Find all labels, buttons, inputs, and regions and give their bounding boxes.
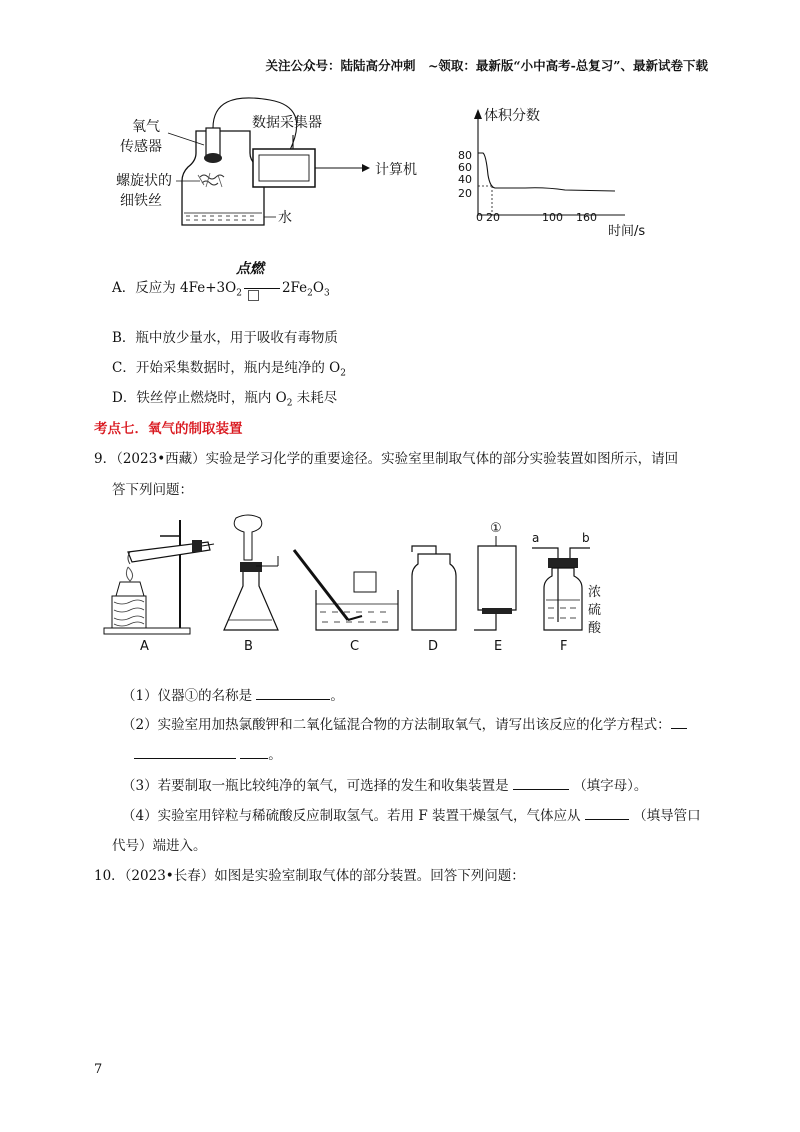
graph-xtick-160: 160 <box>576 211 597 224</box>
option-d-suffix: 未耗尽 <box>292 390 338 406</box>
q9-sub4 <box>122 804 701 824</box>
option-a: A．反应为 $4Fe+3O_2$ $2Fe_2O_3$ <box>112 280 330 299</box>
condition-ignite: 点燃 <box>236 261 264 277</box>
option-a-sub2: 2 <box>307 288 313 299</box>
q10-stem: 10．（2023•长春）如图是实验室制取气体的部分装置。回答下列问题： <box>94 868 525 884</box>
reaction-line <box>244 288 280 289</box>
q9-sub1-text: （1）仪器①的名称是 <box>122 688 253 704</box>
q9-stem-line1: 9．（2023•西藏）实验是学习化学的重要途径。实验室里制取气体的部分实验装置如图所示，请回 <box>94 451 679 467</box>
f-tube-b: b <box>582 531 590 545</box>
graph-xtick-100: 100 <box>542 211 563 224</box>
option-d-text: D．铁丝停止燃烧时，瓶内 O <box>112 390 287 406</box>
option-c-sub: 2 <box>340 368 346 379</box>
q9-sub1 <box>122 684 344 704</box>
q9-sub2-line2 <box>134 743 282 763</box>
answer-blank-2a[interactable] <box>671 716 687 729</box>
option-a-sub3: 3 <box>323 288 330 299</box>
answer-blank-2c[interactable] <box>240 746 268 759</box>
label-b: B <box>244 639 253 654</box>
label-a: A <box>140 639 149 654</box>
q9-sub4-line2: 代号）端进入。 <box>112 838 207 854</box>
q9-sub3 <box>122 774 647 794</box>
label-e: E <box>494 639 503 654</box>
f-tube-a: a <box>532 531 540 545</box>
apparatus-f <box>532 531 602 654</box>
q9-sub3-text: （3）若要制取一瓶比较纯净的氧气，可选择的发生和收集装置是 <box>122 778 509 794</box>
q9-sub4-text: （4）实验室用锌粒与稀硫酸反应制取氢气。若用 F 装置干燥氢气，气体应从 <box>122 808 581 824</box>
computer-label: 计算机 <box>375 162 417 178</box>
graph-xtick-0: 0 <box>476 211 483 224</box>
option-d-sub: 2 <box>286 398 293 409</box>
option-b: B．瓶中放少量水，用于吸收有毒物质 <box>112 330 338 346</box>
graph-xtick-20: 20 <box>486 211 500 224</box>
iron-combustion-figure <box>100 95 660 240</box>
apparatus-c <box>294 550 398 654</box>
placeholder-box <box>248 290 259 301</box>
gas-bottle <box>182 131 264 225</box>
option-a-sub: 2 <box>236 288 242 299</box>
graph-y-label: 体积分数 <box>484 108 540 124</box>
instrument-mark: ① <box>490 521 502 536</box>
volume-fraction-graph <box>458 107 645 239</box>
q9-sub4-end: （填导管口 <box>633 808 701 824</box>
q9-sub2-text: （2）实验室用加热氯酸钾和二氧化锰混合物的方法制取氧气，请写出该反应的化学方程式： <box>122 717 671 733</box>
page-number: 7 <box>94 1062 103 1077</box>
graph-curve <box>478 153 615 191</box>
answer-blank-2b[interactable] <box>134 746 236 759</box>
option-a-prefix: A．反应为 4Fe+3O <box>112 280 237 296</box>
apparatus-d <box>412 546 456 654</box>
label-c: C <box>350 639 360 654</box>
oxygen-sensor-label-2: 传感器 <box>120 139 162 155</box>
answer-blank-3[interactable] <box>513 777 569 790</box>
apparatus-b <box>224 515 278 654</box>
graph-ytick-40: 40 <box>458 173 472 186</box>
graph-ytick-80: 80 <box>458 149 472 162</box>
answer-blank-4[interactable] <box>585 807 629 820</box>
q9-stem-line2: 答下列问题： <box>112 482 193 498</box>
f-liquid-1: 浓 <box>588 585 602 600</box>
graph-ytick-60: 60 <box>458 161 472 174</box>
option-c <box>112 356 346 379</box>
graph-x-label: 时间/s <box>608 224 646 239</box>
water-label: 水 <box>278 210 292 226</box>
apparatus-figure <box>100 512 620 657</box>
option-d <box>112 386 337 409</box>
f-liquid-2: 硫 <box>588 603 602 618</box>
label-d: D <box>428 639 439 654</box>
q9-sub3-end: （填字母）。 <box>573 778 648 794</box>
oxygen-sensor-label-1: 氧气 <box>132 119 160 135</box>
collector-label: 数据采集器 <box>252 115 322 131</box>
section-heading: 考点七．氧气的制取装置 <box>94 421 243 437</box>
iron-wire-label-1: 螺旋状的 <box>116 173 172 189</box>
graph-ytick-20: 20 <box>458 187 472 200</box>
option-a-product: 2Fe <box>281 280 308 296</box>
label-f: F <box>560 639 568 654</box>
page-header: 关注公众号：陆陆高分冲刺 ~领取：最新版“小中高考-总复习”、最新试卷下载 <box>265 58 708 73</box>
iron-wire-label-2: 细铁丝 <box>120 193 162 209</box>
q9-sub2 <box>122 713 687 733</box>
q9-sub2-end: 。 <box>268 747 282 763</box>
answer-blank-1[interactable] <box>256 687 330 700</box>
apparatus-a <box>104 520 214 654</box>
q9-sub1-end: 。 <box>330 688 344 704</box>
option-c-text: C．开始采集数据时，瓶内是纯净的 O <box>112 360 341 376</box>
f-liquid-3: 酸 <box>588 621 602 636</box>
apparatus-e <box>474 521 516 654</box>
